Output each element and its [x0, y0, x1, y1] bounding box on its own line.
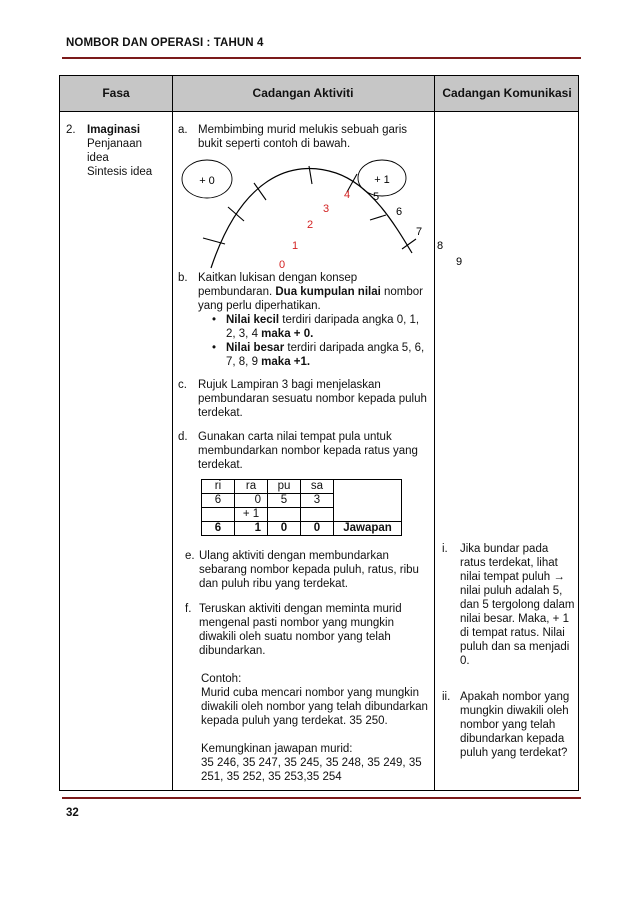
- b-bold-text: Dua kumpulan nilai: [275, 286, 381, 298]
- bullet-bold: Nilai besar: [226, 342, 285, 354]
- item-marker: d.: [178, 431, 188, 443]
- item-marker: i.: [442, 543, 448, 555]
- fasa-title: Imaginasi: [87, 124, 141, 136]
- komunikasi-i-text: Jika bundar pada ratus terdekat, lihat nilai tempat puluh → nilai puluh adalah 5, dan 5 tergolong dalam nilai besar. Maka, + 1 di tempat ratus. Nilai puluh dan sa menjadi 0.: [460, 543, 575, 667]
- pv-value: 6: [202, 494, 235, 508]
- aktiviti-a-text: Membimbing murid melukis sebuah garis bukit seperti contoh di bawah.: [198, 124, 407, 150]
- aktiviti-c-text: Rujuk Lampiran 3 bagi menjelaskan pembundaran sesuatu nombor kepada puluh terdekat.: [198, 379, 427, 419]
- column-divider: [434, 76, 435, 790]
- komunikasi-ii-text: Apakah nombor yang mungkin diwakili oleh nombor yang telah dibundarkan kepada puluh yang terdekat?: [460, 691, 570, 759]
- black-number-5: 5: [373, 191, 380, 203]
- lesson-table: [59, 75, 579, 791]
- contoh-text: Murid cuba mencari nombor yang mungkin diwakili oleh nombor yang telah dibundarkan kepada puluh yang terdekat. 35 250.: [201, 687, 428, 727]
- fasa-line: Penjanaan: [87, 138, 142, 150]
- pv-result: 0: [301, 522, 334, 536]
- aktiviti-f-text: Teruskan aktiviti dengan meminta murid mengenal pasti nombor yang mungkin diwakili oleh suatu nombor yang telah dibundarkan.: [199, 603, 402, 657]
- contoh-title: Contoh:: [201, 673, 242, 685]
- b-text-1: Kaitkan lukisan dengan konsep pembundaran.: [198, 272, 358, 298]
- plus-zero-label: + 0: [199, 175, 215, 187]
- pv-result: 0: [268, 522, 301, 536]
- item-marker: ii.: [442, 691, 451, 703]
- bullet-text: terdiri daripada angka 5, 6, 7, 8, 9: [226, 342, 425, 368]
- column-divider: [172, 76, 173, 790]
- pv-header: pu: [268, 480, 301, 494]
- pv-result: 1: [235, 522, 268, 536]
- pv-header: ri: [202, 480, 235, 494]
- place-value-table: [201, 479, 402, 536]
- contoh-block: [201, 672, 434, 784]
- page-header-title: NOMBOR DAN OPERASI : TAHUN 4: [66, 37, 264, 49]
- bullet-bold-2: maka + 0.: [261, 328, 314, 340]
- red-number-4: 4: [344, 189, 351, 201]
- black-number-7: 7: [416, 226, 423, 238]
- pv-result: 6: [202, 522, 235, 536]
- item-marker: e.: [185, 550, 195, 562]
- aktiviti-d-text: Gunakan carta nilai tempat pula untuk membundarkan nombor kepada ratus yang terdekat.: [198, 431, 418, 471]
- bullet-item: [198, 313, 430, 341]
- item-marker: b.: [178, 272, 188, 284]
- aktiviti-e-text: Ulang aktiviti dengan membundarkan sebarang nombor kepada puluh, ratus, ribu dan puluh ribu yang terdekat.: [199, 550, 419, 590]
- kemungkinan-title: Kemungkinan jawapan murid:: [201, 743, 353, 755]
- red-number-3: 3: [323, 203, 330, 215]
- bullet-item: [198, 341, 430, 369]
- page-number: 32: [66, 807, 79, 819]
- plus-one-label: + 1: [374, 174, 390, 186]
- red-number-2: 2: [307, 219, 314, 231]
- item-marker: f.: [185, 603, 192, 615]
- bullet-text: terdiri daripada angka 0, 1, 2, 3, 4: [226, 314, 420, 340]
- pv-header: sa: [301, 480, 334, 494]
- header-cadangan-komunikasi: Cadangan Komunikasi: [442, 86, 572, 100]
- black-number-9: 9: [456, 256, 463, 268]
- b-text-2: nombor yang perlu diperhatikan.: [198, 286, 424, 312]
- red-number-1: 1: [292, 240, 299, 252]
- pv-plus-one: + 1: [235, 508, 268, 522]
- black-number-8: 8: [437, 240, 444, 252]
- kemungkinan-list: 35 246, 35 247, 35 245, 35 248, 35 249, 35 251, 35 252, 35 253,35 254: [201, 757, 422, 783]
- pv-value: 3: [301, 494, 334, 508]
- pv-header: ra: [235, 480, 268, 494]
- pv-answer-label: Jawapan: [334, 522, 402, 536]
- header-rule: [62, 57, 581, 59]
- footer-rule: [62, 797, 581, 799]
- pv-result-row: [202, 522, 402, 536]
- fasa-line: Sintesis idea: [87, 166, 153, 178]
- fasa-line: idea: [87, 152, 109, 164]
- hill-diagram: [176, 158, 463, 273]
- item-marker: a.: [178, 124, 188, 136]
- black-number-6: 6: [396, 206, 403, 218]
- pv-header-row: [202, 480, 402, 494]
- pv-value: 5: [268, 494, 301, 508]
- header-cadangan-aktiviti: Cadangan Aktiviti: [252, 86, 354, 100]
- item-marker: c.: [178, 379, 187, 391]
- red-number-0: 0: [279, 259, 286, 271]
- header-fasa: Fasa: [102, 86, 130, 100]
- pv-value: 0: [235, 494, 268, 508]
- fasa-number: 2.: [66, 124, 76, 136]
- bullet-bold: Nilai kecil: [226, 314, 280, 326]
- bullet-bold-2: maka +1.: [261, 356, 311, 368]
